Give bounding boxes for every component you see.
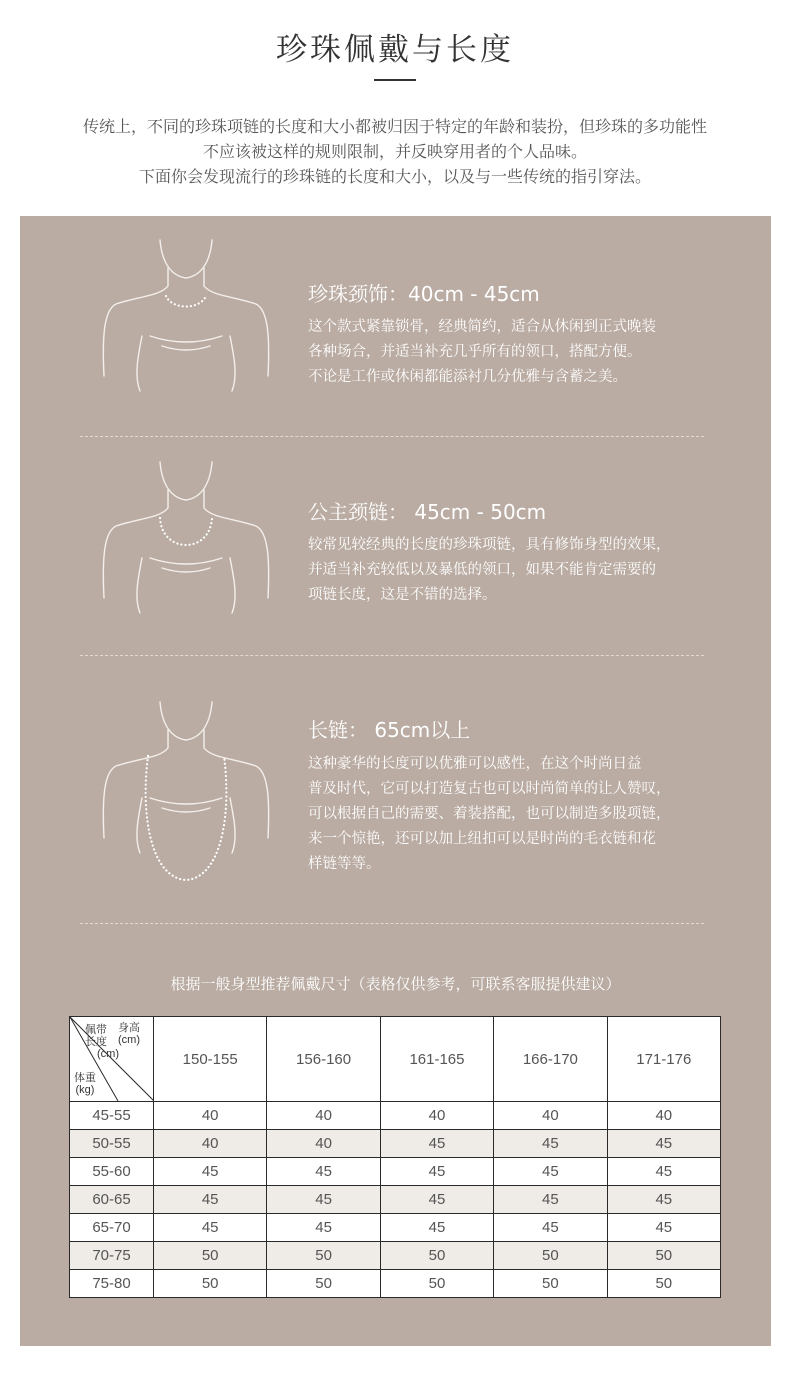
table-cell: 45 xyxy=(494,1214,607,1242)
table-cell: 50 xyxy=(267,1242,380,1270)
intro-line: 传统上，不同的珍珠项链的长度和大小都被归因于特定的年龄和装扮，但珍珠的多功能性 xyxy=(82,117,707,136)
table-cell: 50 xyxy=(154,1242,267,1270)
description-line: 各种场合，并适当补充几乎所有的领口，搭配方便。 xyxy=(308,344,642,360)
choker-illustration xyxy=(90,216,290,416)
corner-length-label xyxy=(73,1024,119,1060)
table-corner-header xyxy=(70,1017,154,1102)
table-row xyxy=(70,1158,721,1186)
row-weight: 70-75 xyxy=(70,1242,154,1270)
row-weight: 45-55 xyxy=(70,1102,154,1130)
description-line: 较常见较经典的长度的珍珠项链，具有修饰身型的效果， xyxy=(308,537,671,553)
table-row xyxy=(70,1186,721,1214)
table-cell: 40 xyxy=(267,1102,380,1130)
table-cell: 50 xyxy=(494,1242,607,1270)
section-description xyxy=(308,533,708,608)
table-cell: 45 xyxy=(267,1186,380,1214)
table-cell: 40 xyxy=(154,1130,267,1158)
table-cell: 40 xyxy=(154,1102,267,1130)
table-cell: 45 xyxy=(380,1186,493,1214)
title-underline xyxy=(374,79,416,81)
column-header: 161-165 xyxy=(380,1017,493,1102)
corner-text: (cm) xyxy=(97,1048,119,1060)
table-cell: 50 xyxy=(494,1270,607,1298)
table-row xyxy=(70,1102,721,1130)
table-cell: 45 xyxy=(380,1130,493,1158)
table-cell: 50 xyxy=(607,1270,720,1298)
description-line: 来一个惊艳，还可以加上纽扣可以是时尚的毛衣链和花 xyxy=(308,831,656,847)
page-title: 珍珠佩戴与长度 xyxy=(276,32,514,68)
corner-text: (kg) xyxy=(75,1084,95,1096)
section-title: 公主颈链： 45cm - 50cm xyxy=(308,500,547,524)
description-line: 这个款式紧靠锁骨，经典简约，适合从休闲到正式晚装 xyxy=(308,319,656,335)
table-row xyxy=(70,1270,721,1298)
row-weight: 55-60 xyxy=(70,1158,154,1186)
table-cell: 40 xyxy=(380,1102,493,1130)
table-cell: 50 xyxy=(607,1242,720,1270)
intro-line: 下面你会发现流行的珍珠链的长度和大小，以及与一些传统的指引穿法。 xyxy=(138,167,651,186)
table-cell: 45 xyxy=(494,1130,607,1158)
table-cell: 40 xyxy=(494,1102,607,1130)
table-row xyxy=(70,1214,721,1242)
table-cell: 45 xyxy=(267,1158,380,1186)
description-line: 普及时代，它可以打造复古也可以时尚简单的让人赞叹， xyxy=(308,781,671,797)
table-cell: 50 xyxy=(380,1270,493,1298)
table-cell: 50 xyxy=(267,1270,380,1298)
corner-text: 身高 xyxy=(118,1022,140,1034)
intro-line: 不应该被这样的规则限制，并反映穿用者的个人品味。 xyxy=(202,142,587,161)
description-line: 这种豪华的长度可以优雅可以感性，在这个时尚日益 xyxy=(308,756,642,772)
corner-height-label xyxy=(118,1022,140,1046)
column-header: 150-155 xyxy=(154,1017,267,1102)
table-cell: 45 xyxy=(494,1186,607,1214)
section-divider xyxy=(80,436,704,437)
table-cell: 45 xyxy=(380,1214,493,1242)
section-description xyxy=(308,315,708,390)
necklace-guide-panel xyxy=(20,216,771,1346)
description-line: 并适当补充较低以及暴低的领口，如果不能肯定需要的 xyxy=(308,562,656,578)
table-caption: 根据一般身型推荐佩戴尺寸（表格仅供参考，可联系客服提供建议） xyxy=(170,975,621,993)
corner-text: 长度 xyxy=(85,1036,107,1048)
column-header: 171-176 xyxy=(607,1017,720,1102)
table-cell: 40 xyxy=(607,1102,720,1130)
table-cell: 50 xyxy=(380,1242,493,1270)
intro-paragraph xyxy=(0,114,790,189)
column-header: 166-170 xyxy=(494,1017,607,1102)
table-cell: 45 xyxy=(380,1158,493,1186)
table-cell: 45 xyxy=(154,1186,267,1214)
section-title: 长链： 65cm以上 xyxy=(308,718,471,742)
table-cell: 45 xyxy=(607,1214,720,1242)
section-choker xyxy=(20,216,771,436)
section-title: 珍珠颈饰：40cm - 45cm xyxy=(308,282,540,306)
row-weight: 60-65 xyxy=(70,1186,154,1214)
table-cell: 45 xyxy=(607,1186,720,1214)
table-cell: 45 xyxy=(154,1158,267,1186)
table-cell: 45 xyxy=(494,1158,607,1186)
table-cell: 50 xyxy=(154,1270,267,1298)
description-line: 不论是工作或休闲都能添衬几分优雅与含蓄之美。 xyxy=(308,369,627,385)
corner-weight-label xyxy=(74,1072,96,1096)
row-weight: 75-80 xyxy=(70,1270,154,1298)
table-cell: 45 xyxy=(607,1158,720,1186)
description-line: 项链长度，这是不错的选择。 xyxy=(308,587,497,603)
table-row xyxy=(70,1130,721,1158)
row-weight: 65-70 xyxy=(70,1214,154,1242)
corner-text: 体重 xyxy=(74,1072,96,1084)
long-chain-illustration xyxy=(90,698,290,898)
table-cell: 45 xyxy=(154,1214,267,1242)
section-princess xyxy=(20,438,771,658)
section-divider xyxy=(80,655,704,656)
section-description xyxy=(308,752,708,877)
table-cell: 40 xyxy=(267,1130,380,1158)
table-header-row xyxy=(70,1017,721,1102)
size-recommendation-table xyxy=(69,1016,721,1298)
princess-illustration xyxy=(90,438,290,648)
column-header: 156-160 xyxy=(267,1017,380,1102)
table-cell: 45 xyxy=(267,1214,380,1242)
table-row xyxy=(70,1242,721,1270)
row-weight: 50-55 xyxy=(70,1130,154,1158)
description-line: 可以根据自己的需要、着装搭配，也可以制造多股项链， xyxy=(308,806,671,822)
table-cell: 45 xyxy=(607,1130,720,1158)
section-divider xyxy=(80,923,704,924)
description-line: 样链等等。 xyxy=(308,856,381,872)
section-long-chain xyxy=(20,698,771,938)
corner-text: (cm) xyxy=(118,1034,140,1046)
corner-text: 佩带 xyxy=(85,1024,107,1036)
